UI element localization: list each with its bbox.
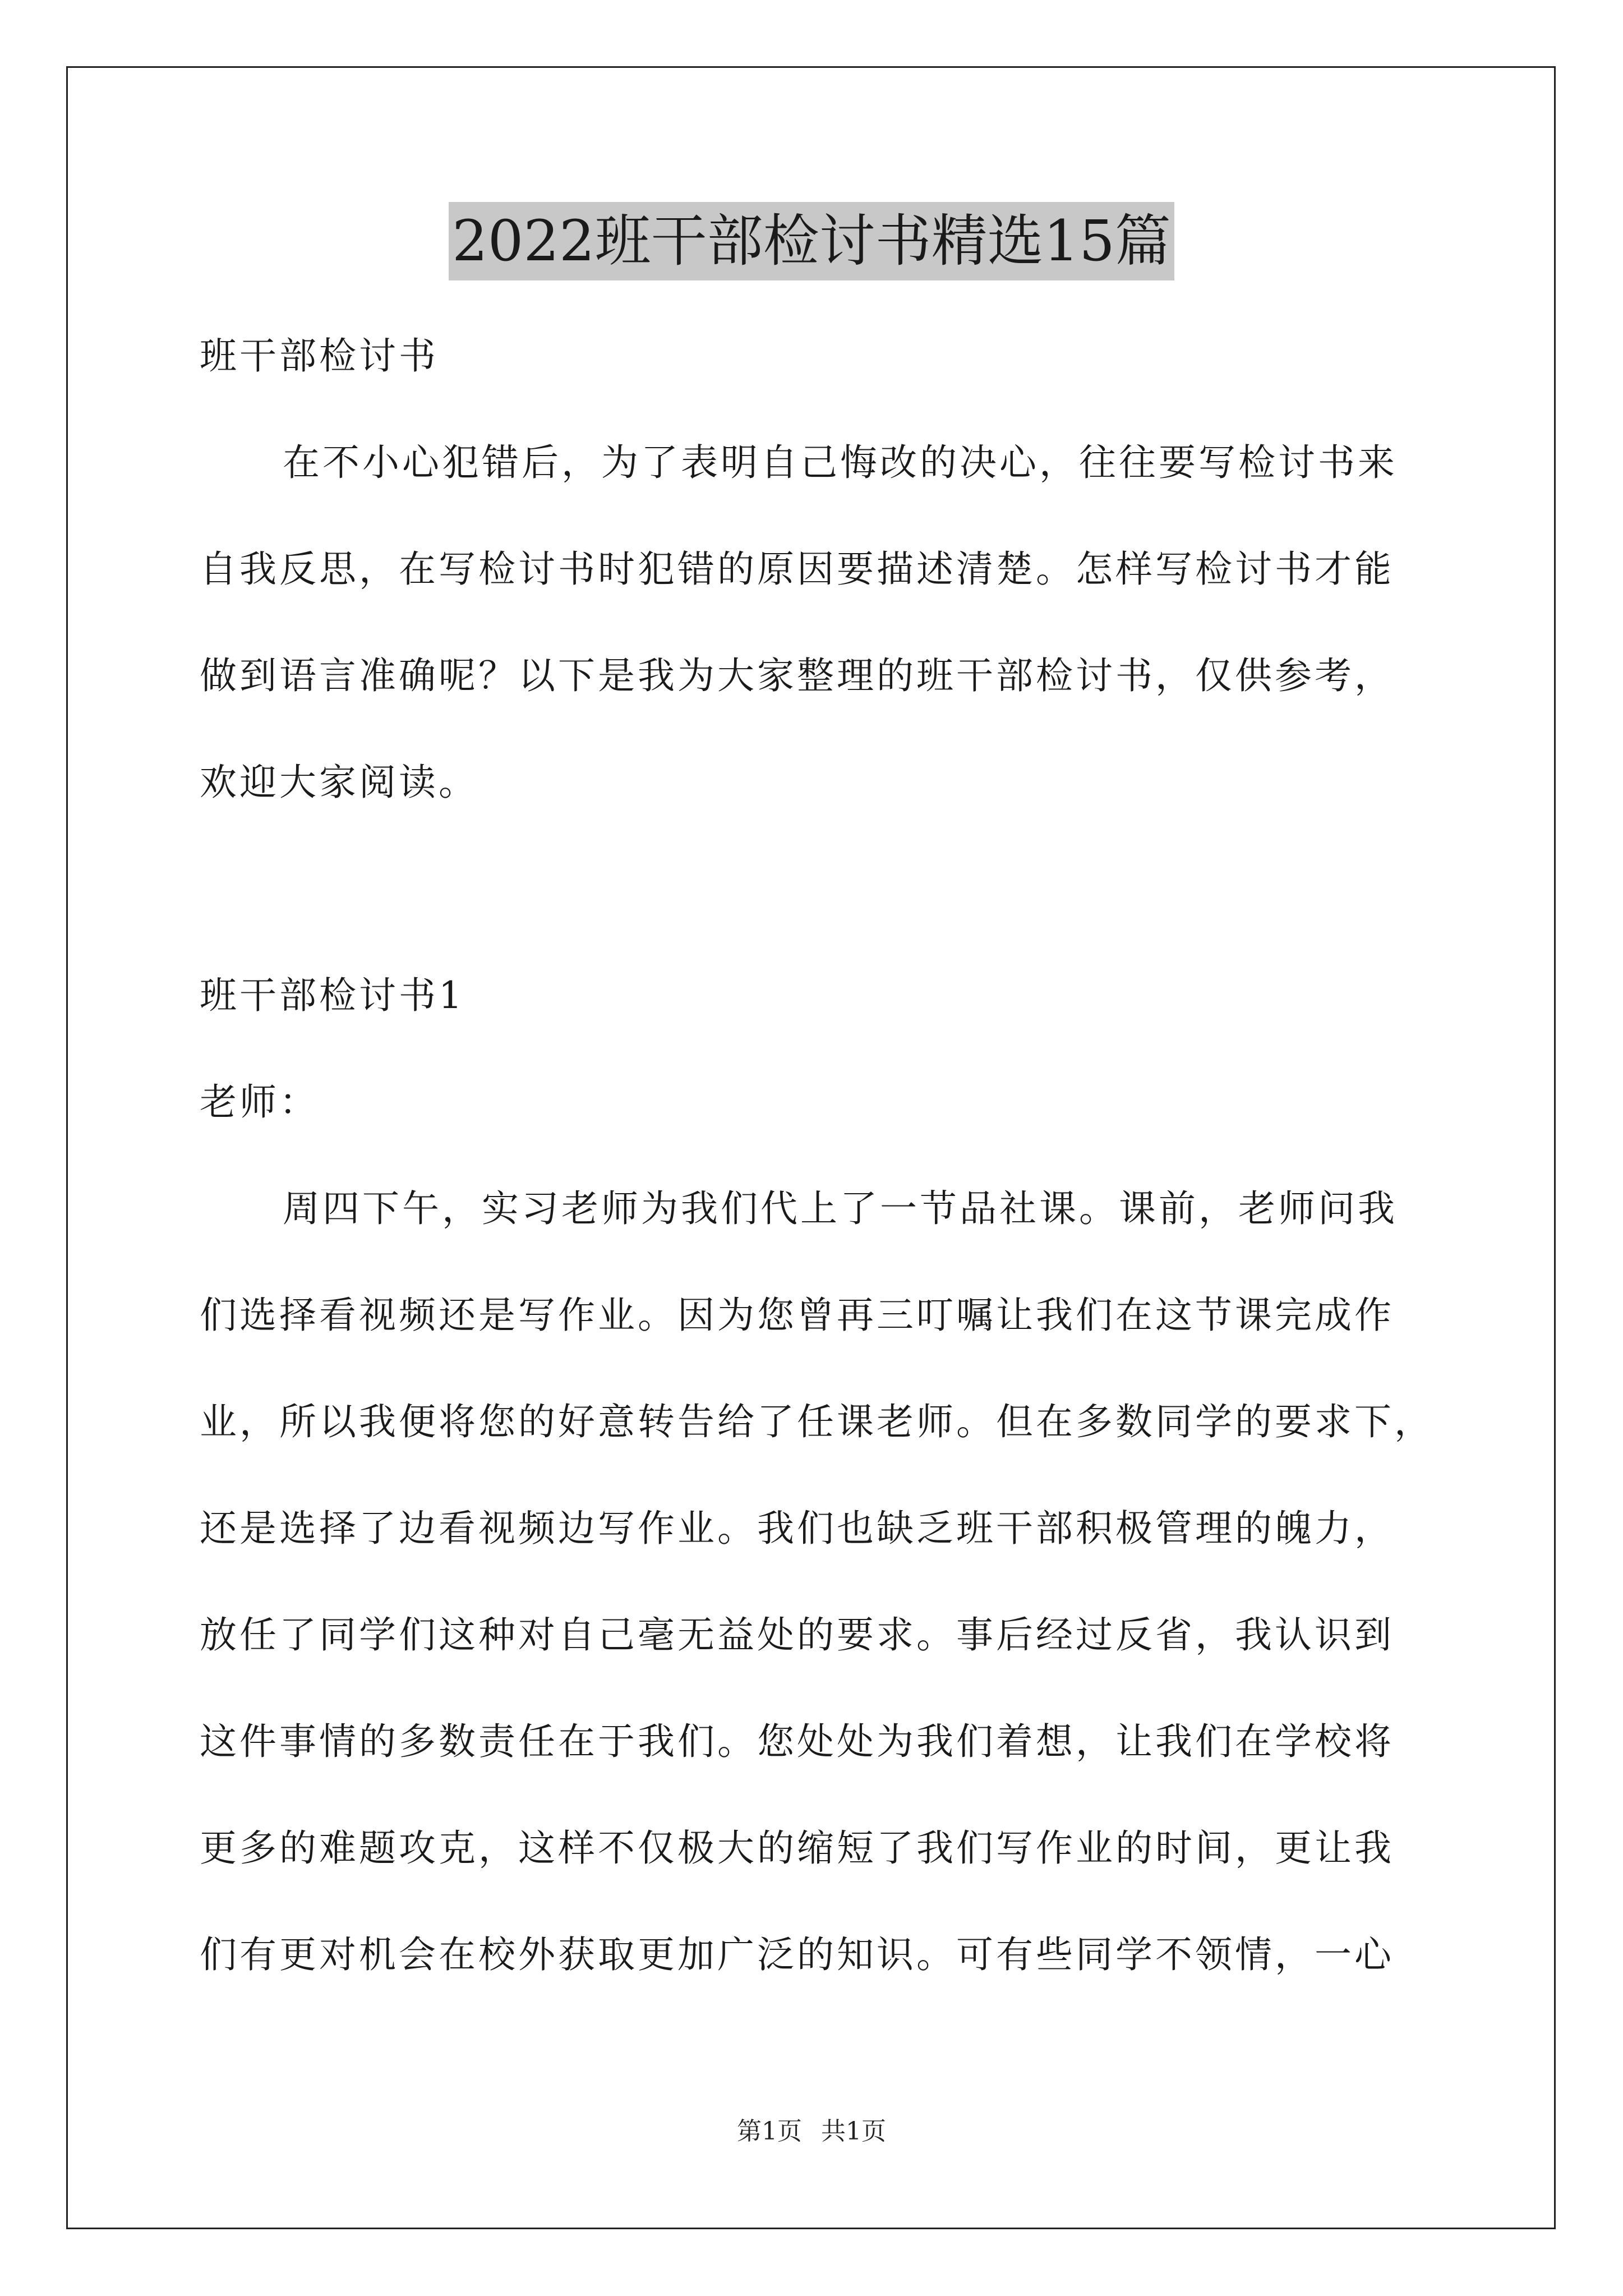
body-paragraph-line: 业，所以我便将您的好意转告给了任课老师。但在多数同学的要求下，	[200, 1400, 1434, 1443]
intro-paragraph-line: 做到语言准确呢？以下是我为大家整理的班干部检讨书，仅供参考，	[200, 654, 1394, 697]
document-title: 2022班干部检讨书精选15篇	[449, 202, 1174, 280]
page-footer	[0, 2115, 1623, 2148]
body-paragraph-line: 们选择看视频还是写作业。因为您曾再三叮嘱让我们在这节课完成作	[200, 1294, 1394, 1337]
page-total: 共1页	[821, 2117, 886, 2146]
paragraph-gap	[200, 836, 1433, 942]
intro-paragraph-line: 在不小心犯错后，为了表明自己悔改的决心，往往要写检讨书来	[283, 441, 1398, 484]
section-heading: 班干部检讨书1	[200, 974, 465, 1017]
title-container	[0, 202, 1623, 280]
body-paragraph-line: 们有更对机会在校外获取更加广泛的知识。可有些同学不领情，一心	[200, 1933, 1394, 1976]
body-paragraph-line: 这件事情的多数责任在于我们。您处处为我们着想，让我们在学校将	[200, 1720, 1394, 1763]
body-paragraph-line: 放任了同学们这种对自己毫无益处的要求。事后经过反省，我认识到	[200, 1613, 1394, 1657]
body-paragraph-line: 更多的难题攻克，这样不仅极大的缩短了我们写作业的时间，更让我	[200, 1826, 1394, 1870]
intro-heading: 班干部检讨书	[200, 334, 439, 378]
salutation: 老师：	[200, 1080, 319, 1124]
intro-paragraph-line: 自我反思，在写检讨书时犯错的原因要描述清楚。怎样写检讨书才能	[200, 547, 1394, 591]
body-paragraph-line: 周四下午，实习老师为我们代上了一节品社课。课前，老师问我	[283, 1187, 1398, 1230]
body-paragraph-line: 还是选择了边看视频边写作业。我们也缺乏班干部积极管理的魄力，	[200, 1507, 1394, 1550]
document-body	[200, 303, 1433, 2008]
intro-paragraph-line: 欢迎大家阅读。	[200, 761, 478, 804]
page-number: 第1页	[737, 2117, 802, 2146]
